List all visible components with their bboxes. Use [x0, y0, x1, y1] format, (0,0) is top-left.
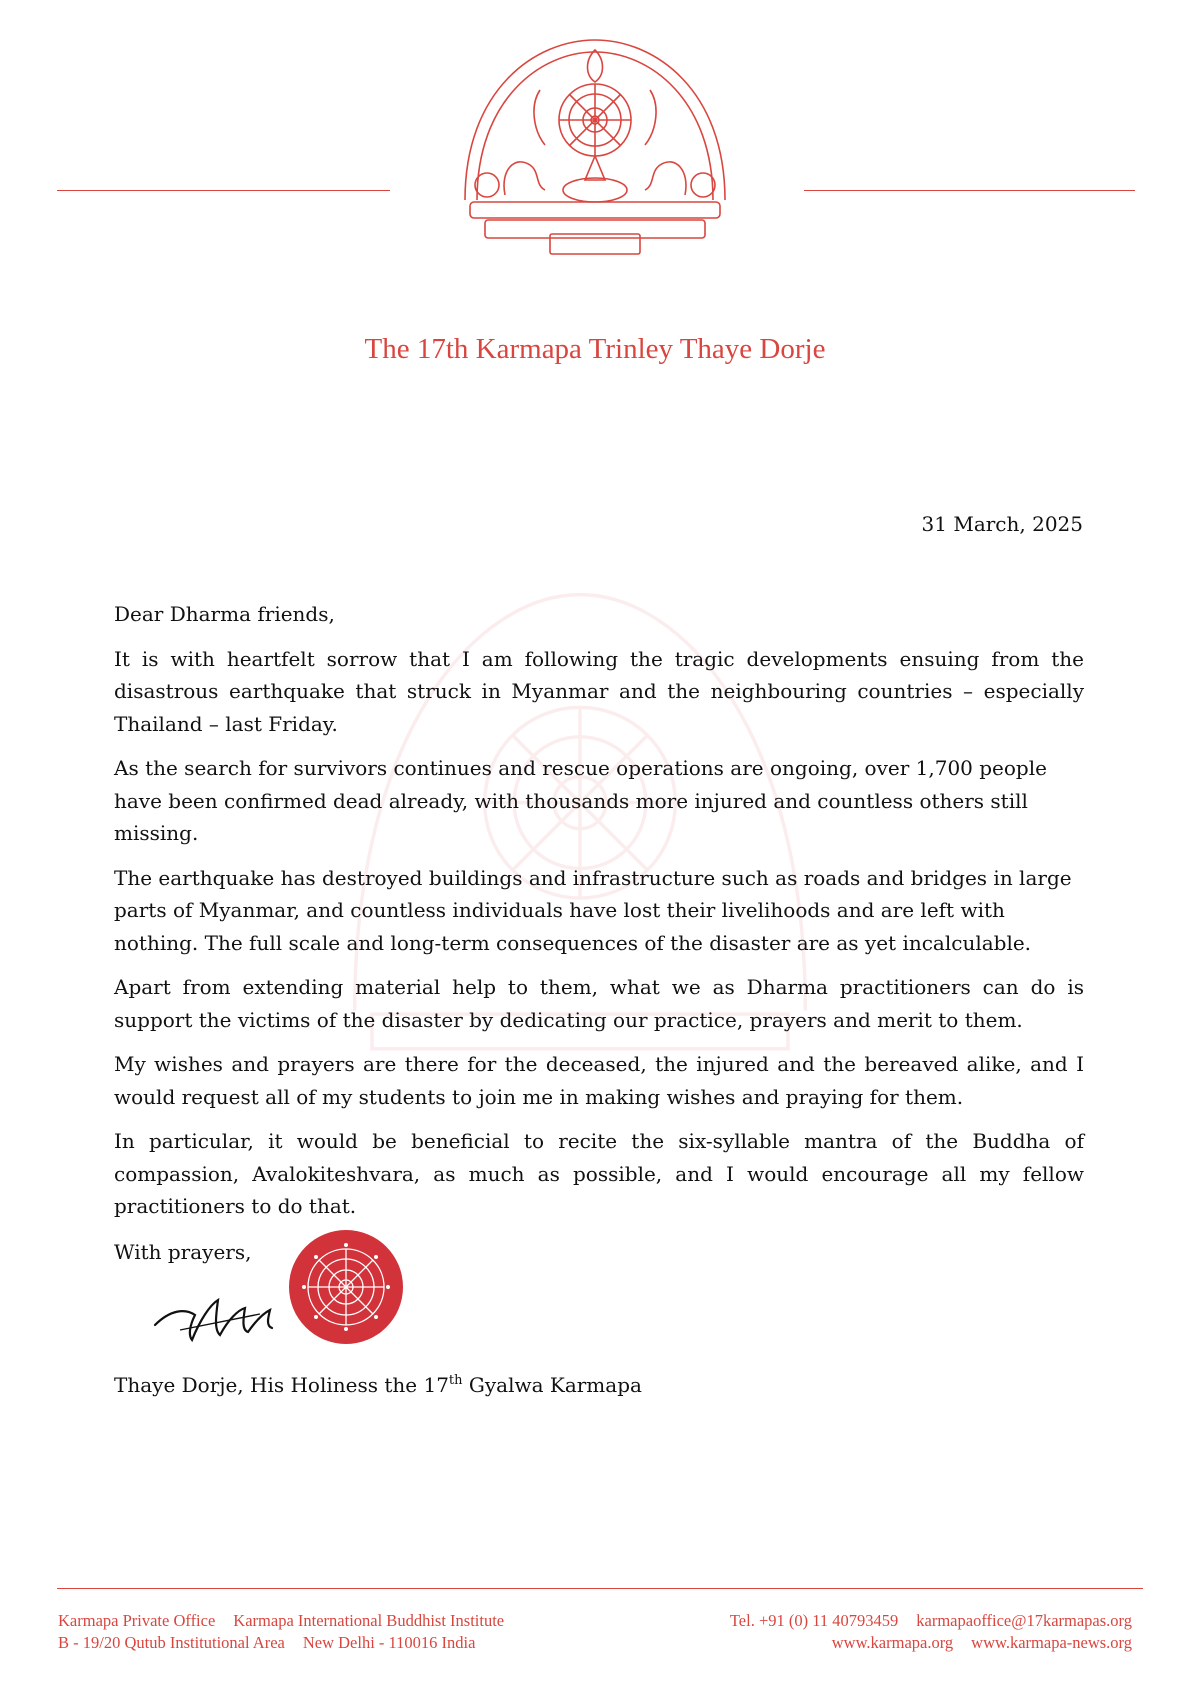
- footer-city: New Delhi - 110016 India: [302, 1633, 476, 1652]
- header-rule-left: [57, 190, 390, 191]
- salutation: Dear Dharma friends,: [114, 602, 335, 626]
- footer-phone: Tel. +91 (0) 11 40793459: [729, 1611, 899, 1630]
- footer-institute: Karmapa International Buddhist Institute: [233, 1611, 505, 1630]
- red-dharma-seal-icon: [287, 1228, 405, 1346]
- closing: With prayers,: [114, 1240, 252, 1264]
- header-rule-right: [804, 190, 1135, 191]
- signatory-name: [114, 1373, 642, 1397]
- footer-address-block: [58, 1610, 504, 1654]
- signatory-name-main: Thaye Dorje, His Holiness the 17: [114, 1373, 449, 1397]
- paragraph: In particular, it would be beneficial to recite the six-syllable mantra of the Buddha of compassion, Avalokiteshvara, as much as possible, and I would encourage all my fellow practitioners to do that.: [114, 1129, 1084, 1218]
- letterhead-title: The 17th Karmapa Trinley Thaye Dorje: [364, 333, 826, 365]
- letter-body: [114, 598, 1084, 1235]
- ordinal-suffix: th: [448, 1373, 463, 1388]
- paragraph: Apart from extending material help to them, what we as Dharma practitioners can do is support the victims of the disaster by dedicating our practice, prayers and merit to them.: [114, 975, 1084, 1032]
- paragraph: The earthquake has destroyed buildings and infrastructure such as roads and bridges in large parts of Myanmar, and countless individuals have lost their livelihoods and are left with nothing. The full scale and long-term consequences of the disaster are as yet incalculable.: [114, 865, 1072, 955]
- footer-office: Karmapa Private Office: [58, 1611, 216, 1630]
- paragraph: My wishes and prayers are there for the deceased, the injured and the bereaved alike, and I would request all of my students to join me in making wishes and praying for them.: [114, 1052, 1084, 1109]
- footer-rule: [57, 1588, 1143, 1589]
- paragraph: It is with heartfelt sorrow that I am following the tragic developments ensuing from the disastrous earthquake that struck in Myanmar and the neighbouring countries – especially Thailand – last Friday.: [114, 646, 1084, 736]
- footer-contact-block: [730, 1610, 1132, 1654]
- letter-date: 31 March, 2025: [921, 512, 1083, 536]
- footer-email-link[interactable]: karmapaoffice@17karmapas.org: [916, 1611, 1132, 1630]
- paragraph: As the search for survivors continues and rescue operations are ongoing, over 1,700 people have been confirmed dead already, with thousands more injured and countless others still missing.: [114, 756, 1047, 845]
- footer-news-website-link[interactable]: www.karmapa-news.org: [971, 1633, 1132, 1652]
- footer-address: B - 19/20 Qutub Institutional Area: [58, 1633, 285, 1652]
- signatory-title: Gyalwa Karmapa: [462, 1373, 642, 1397]
- handwritten-signature-icon: [150, 1280, 290, 1350]
- footer-website-link[interactable]: www.karmapa.org: [831, 1633, 954, 1652]
- karmapa-crest-emblem-icon: [445, 30, 745, 280]
